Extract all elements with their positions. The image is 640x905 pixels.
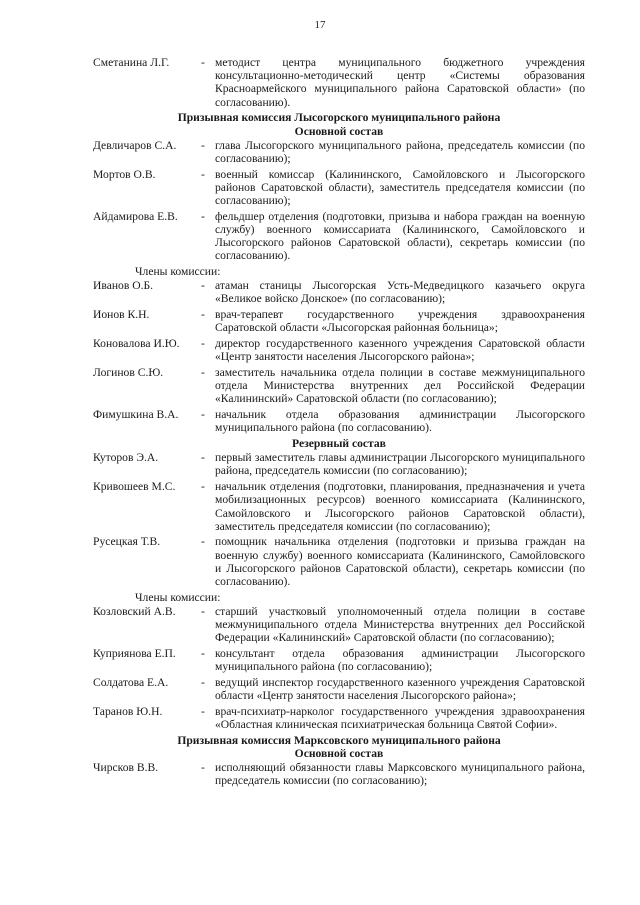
member-position: фельдшер отделения (подготовки, призыва и набора граждан на военную службу) военного комиссариата (Калининского, Самойловского и Лысогорского районов Саратовской области), секретарь комиссии (по согласованию). xyxy=(215,209,585,263)
member-name: Чирсков В.В. xyxy=(93,761,159,775)
member-name: Куторов Э.А. xyxy=(93,451,159,465)
member-entry xyxy=(93,56,585,109)
member-position: военный комиссар (Калининского, Самойловского и Лысогорского районов Саратовской области), заместитель председателя комиссии (по согласованию); xyxy=(215,167,585,208)
dash-separator: - xyxy=(201,337,205,351)
member-position: заместитель начальника отдела полиции в составе межмуниципального отдела Министерства внутренних дел Российской Федерации «Калининский» Саратовской области (по согласованию); xyxy=(215,365,585,406)
member-position: старший участковый уполномоченный отдела полиции в составе межмуниципального отдела Министерства внутренних дел Российской Федерации «Калининский» Саратовской области (по согласованию); xyxy=(215,604,585,645)
dash-separator: - xyxy=(201,647,205,661)
section-subheading: Основной состав xyxy=(294,746,384,760)
member-entry xyxy=(93,337,585,363)
member-name: Куприянова Е.П. xyxy=(93,647,176,661)
member-entry xyxy=(93,366,585,406)
member-entry xyxy=(93,451,585,477)
member-entry xyxy=(93,535,585,588)
member-position: начальник отдела образования администрации Лысогорского муниципального района (по согласованию). xyxy=(215,408,585,435)
member-entry xyxy=(93,480,585,533)
dash-separator: - xyxy=(201,56,205,69)
document-body xyxy=(93,56,585,790)
member-entry xyxy=(93,139,585,165)
dash-separator: - xyxy=(201,167,205,181)
dash-separator: - xyxy=(201,535,205,549)
member-name: Русецкая Т.В. xyxy=(93,535,161,549)
member-name: Айдамирова Е.В. xyxy=(93,209,178,223)
member-position: ведущий инспектор государственного казенного учреждения Саратовской области «Центр занятости населения Лысогорского района»; xyxy=(215,675,585,703)
dash-separator: - xyxy=(201,761,205,775)
member-name: Таранов Ю.Н. xyxy=(93,704,163,718)
member-name: Мортов О.В. xyxy=(93,167,156,181)
member-name: Иванов О.Б. xyxy=(93,279,154,293)
member-name: Логинов С.Ю. xyxy=(93,365,164,379)
member-name: Козловский А.В. xyxy=(93,604,176,618)
member-name: Коновалова И.Ю. xyxy=(93,337,180,351)
member-name: Ионов К.Н. xyxy=(93,308,150,322)
member-position: глава Лысогорского муниципального района, председатель комиссии (по согласованию); xyxy=(215,138,585,165)
member-entry xyxy=(93,168,585,208)
member-position: помощник начальника отделения (подготовки и призыва граждан на военную службу) военного комиссариата (Калининского, Самойловского и Лысогорского районов Саратовской области), секретарь комиссии (по согласованию). xyxy=(215,535,585,589)
commission-heading: Призывная комиссия Марксовского муниципального района xyxy=(177,733,501,747)
member-entry xyxy=(93,605,585,645)
members-label: Члены комиссии: xyxy=(135,265,221,279)
member-name: Девличаров С.А. xyxy=(93,138,177,152)
dash-separator: - xyxy=(201,365,205,379)
member-position: методист центра муниципального бюджетного учреждения консультационно-методический центр «Системы образования Красноармейского муниципального района Саратовской области» (по согласованию). xyxy=(215,56,585,109)
member-position: начальник отделения (подготовки, планирования, предназначения и учета мобилизационных ресурсов) военного комиссариата (Калининского, Самойловского и Лысогорского районов Саратовской области), заместитель председателя комиссии (по согласованию); xyxy=(215,480,585,533)
member-name: Солдатова Е.А. xyxy=(93,675,169,689)
dash-separator: - xyxy=(201,279,205,293)
member-entry xyxy=(93,210,585,263)
member-position: консультант отдела образования администрации Лысогорского муниципального района (по согласованию); xyxy=(215,647,585,674)
dash-separator: - xyxy=(201,675,205,689)
member-entry xyxy=(93,279,585,305)
member-name: Сметанина Л.Г. xyxy=(93,56,170,69)
member-position: врач-психиатр-нарколог государственного учреждения здравоохранения «Областная клиническая психиатрическая больница Святой Софии». xyxy=(215,704,585,732)
dash-separator: - xyxy=(201,138,205,152)
page-number: 17 xyxy=(314,19,326,31)
dash-separator: - xyxy=(201,209,205,223)
member-name: Кривошеев М.С. xyxy=(93,480,176,494)
dash-separator: - xyxy=(201,451,205,465)
member-entry xyxy=(93,647,585,673)
section-subheading: Основной состав xyxy=(294,124,384,138)
dash-separator: - xyxy=(201,604,205,618)
dash-separator: - xyxy=(201,480,205,494)
member-position: врач-терапевт государственного учреждения здравоохранения Саратовской области «Лысогорская районная больница»; xyxy=(215,308,585,335)
member-position: атаман станицы Лысогорская Усть-Медведицкого казачьего округа «Великое войско Донское» (по согласованию); xyxy=(215,279,585,306)
member-entry xyxy=(93,761,585,787)
member-position: исполняющий обязанности главы Марксовского муниципального района, председатель комиссии (по согласованию); xyxy=(215,761,585,788)
member-entry xyxy=(93,408,585,434)
member-entry xyxy=(93,705,585,731)
dash-separator: - xyxy=(201,704,205,718)
member-entry xyxy=(93,308,585,334)
member-entry xyxy=(93,676,585,702)
dash-separator: - xyxy=(201,408,205,422)
members-label: Члены комиссии: xyxy=(135,590,221,604)
member-name: Фимушкина В.А. xyxy=(93,408,179,422)
member-position: директор государственного казенного учреждения Саратовской области «Центр занятости населения Лысогорского района»; xyxy=(215,337,585,364)
dash-separator: - xyxy=(201,308,205,322)
section-subheading: Резервный состав xyxy=(292,436,386,450)
member-position: первый заместитель главы администрации Лысогорского муниципального района, председатель комиссии (по согласованию); xyxy=(215,451,585,478)
commission-heading: Призывная комиссия Лысогорского муниципального района xyxy=(177,111,501,125)
